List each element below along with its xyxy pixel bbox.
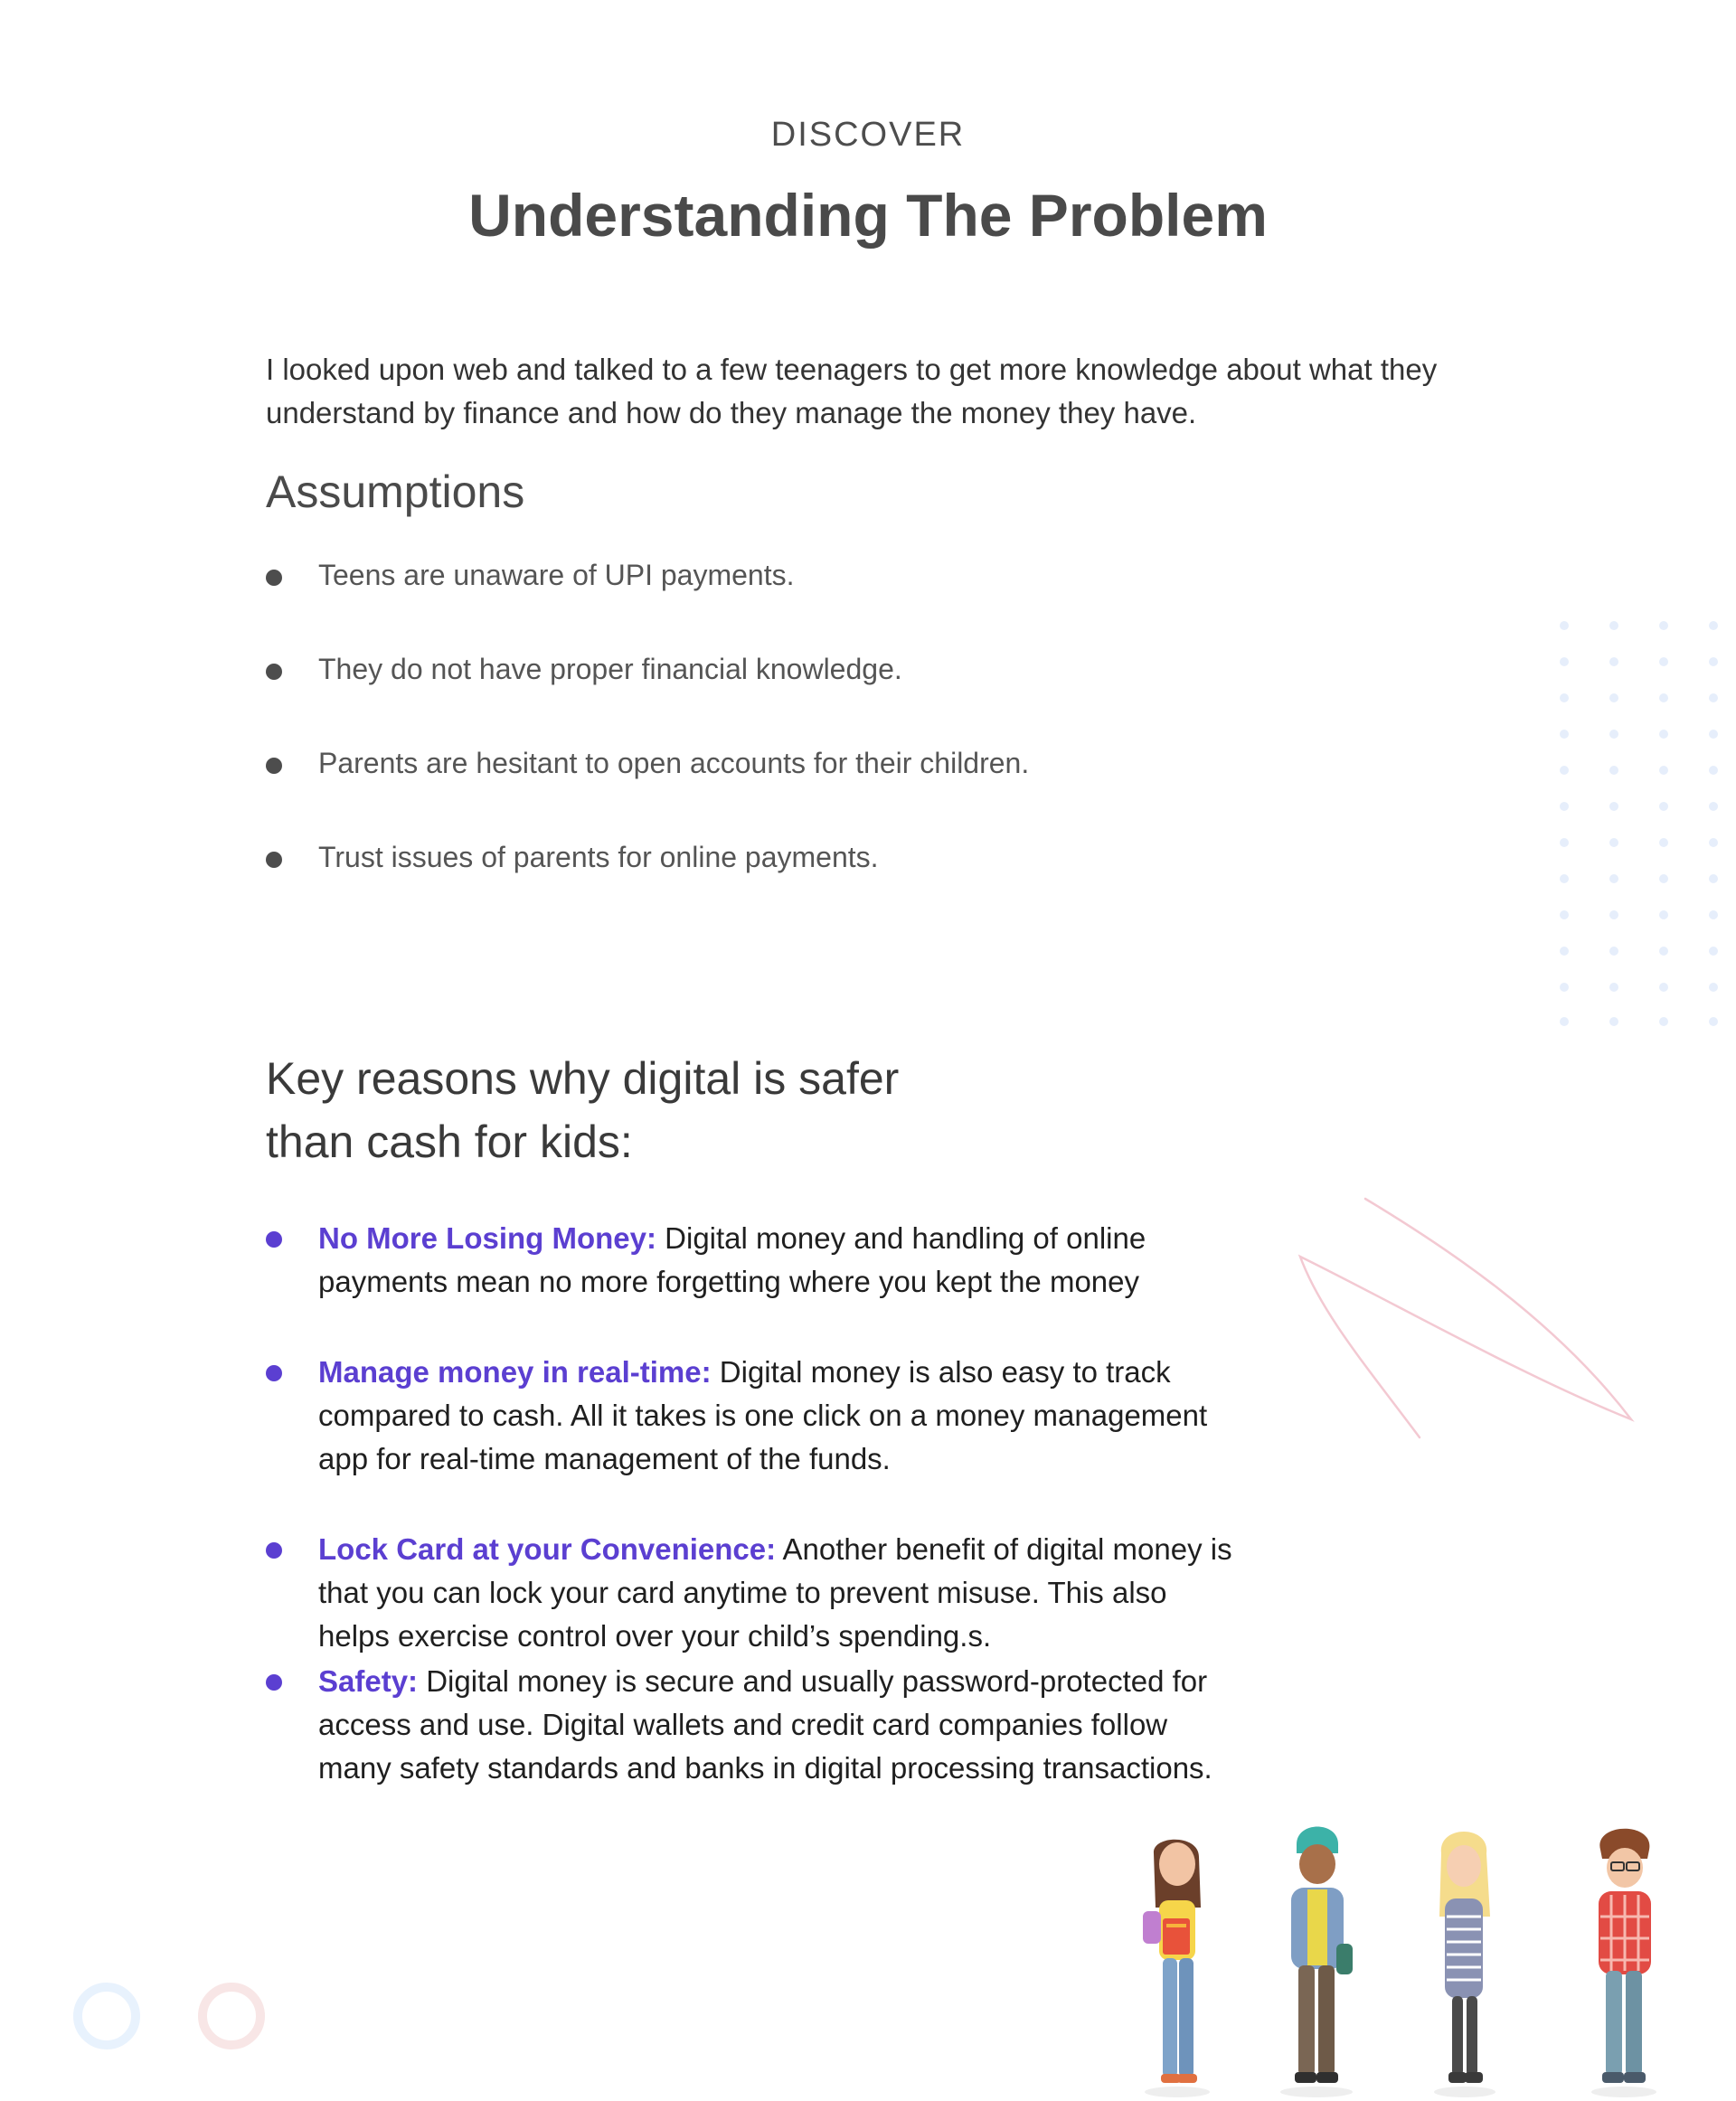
key-reasons-heading-line1: Key reasons why digital is safer — [266, 1053, 900, 1104]
key-reasons-list — [266, 1217, 1242, 1790]
reason-text: Digital money and handling of online payments mean no more forgetting where you kept the money — [318, 1221, 1146, 1298]
assumption-text: Parents are hesitant to open accounts for their children. — [318, 747, 1030, 779]
bullet-icon — [266, 664, 282, 680]
reason-item — [266, 1217, 1242, 1304]
boy-with-glasses-icon — [1599, 1829, 1651, 2083]
reason-text: Digital money is also easy to track compared to cash. All it takes is one click on a money management app for real-time management of the funds. — [318, 1355, 1208, 1475]
bullet-icon — [266, 570, 282, 586]
assumption-text: They do not have proper financial knowledge. — [318, 653, 902, 685]
assumption-text: Trust issues of parents for online payments. — [318, 841, 879, 873]
assumption-text: Teens are unaware of UPI payments. — [318, 559, 795, 591]
teens-illustration — [1112, 1817, 1727, 2101]
dot-grid-decoration — [1546, 615, 1727, 1031]
intro-paragraph: I looked upon web and talked to a few teenagers to get more knowledge about what they understand by finance and how do they manage the money they have. — [266, 353, 1438, 429]
page-title: Understanding The Problem — [468, 182, 1268, 249]
squiggle-decoration — [1284, 1184, 1664, 1456]
bullet-icon — [266, 1542, 282, 1559]
assumption-item — [266, 837, 1351, 931]
reason-lead: No More Losing Money: — [318, 1221, 656, 1255]
reason-item — [266, 1660, 1242, 1790]
bullet-icon — [266, 852, 282, 868]
key-reasons-heading-line2: than cash for kids: — [266, 1116, 633, 1167]
reason-text: Digital money is secure and usually password-protected for access and use. Digital wallets and credit card companies follow many safety standards and banks in digital processing transactions. — [318, 1664, 1212, 1785]
assumption-item — [266, 743, 1351, 837]
pink-ring-icon — [203, 1987, 260, 2045]
section-eyebrow: DISCOVER — [770, 116, 966, 154]
bullet-icon — [266, 1674, 282, 1691]
assumptions-heading: Assumptions — [266, 466, 525, 517]
assumption-item — [266, 555, 1351, 649]
ring-decoration — [63, 1971, 298, 2061]
bullet-icon — [266, 1231, 282, 1248]
blonde-girl-icon — [1439, 1832, 1490, 2083]
assumptions-list — [266, 555, 1351, 931]
reason-lead: Lock Card at your Convenience: — [318, 1532, 777, 1566]
reason-text: Another benefit of digital money is that you can lock your card anytime to prevent misuse. This also helps exercise control over your child’s spending.s. — [318, 1532, 1232, 1653]
bullet-icon — [266, 758, 282, 774]
reason-lead: Manage money in real-time: — [318, 1355, 712, 1389]
reason-lead: Safety: — [318, 1664, 419, 1698]
assumption-item — [266, 649, 1351, 743]
blue-ring-icon — [78, 1987, 136, 2045]
reason-item — [266, 1351, 1242, 1481]
bullet-icon — [266, 1365, 282, 1381]
boy-with-beanie-icon — [1291, 1827, 1353, 2084]
key-reasons-heading — [266, 1047, 1080, 1173]
reason-item — [266, 1528, 1242, 1658]
girl-with-books-icon — [1143, 1840, 1201, 2083]
